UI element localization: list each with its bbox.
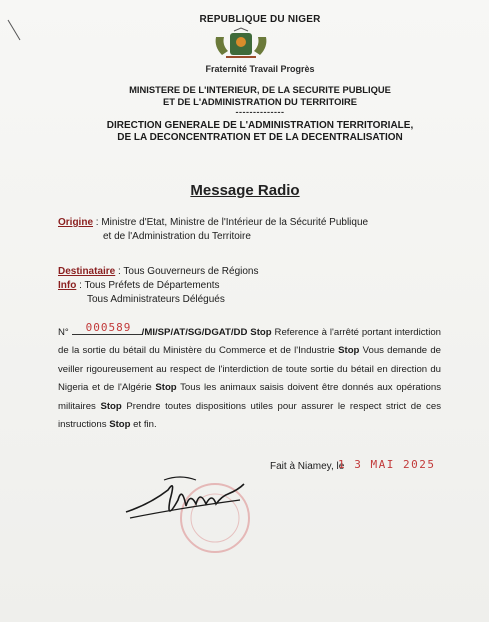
republic-heading: REPUBLIQUE DU NIGER [199, 14, 321, 25]
stop-word: Stop [250, 327, 272, 338]
stop-word: Stop [338, 345, 360, 357]
origine-label: Origine [58, 217, 94, 228]
number-line [72, 323, 142, 335]
corner-mark-icon [6, 18, 22, 42]
destinataire-block [58, 265, 438, 279]
reference-code: /MI/SP/AT/SG/DGAT/DD [141, 327, 248, 338]
date-stamp: 1 3 MAI 2025 [338, 458, 436, 471]
document-title: Message Radio [190, 182, 300, 199]
info-block [58, 279, 438, 293]
ministry-line-2: ET DE L'ADMINISTRATION DU TERRITOIRE [162, 96, 358, 107]
info-label: Info [58, 280, 77, 291]
origine-block [58, 216, 438, 244]
signature-icon [120, 470, 260, 530]
number-label: N° [58, 327, 69, 338]
ministry-heading [60, 84, 460, 116]
destinataire-label: Destinataire [58, 266, 116, 277]
coat-of-arms-icon [212, 27, 270, 61]
origine-line-2: et de l'Administration du Territoire [103, 231, 251, 242]
direction-line-1: DIRECTION GENERALE DE L'ADMINISTRATION TERRITORIALE, [106, 120, 414, 131]
place-label: Fait à Niamey, le [270, 461, 345, 472]
info-line-2: Tous Administrateurs Délégués [87, 294, 225, 305]
message-body [58, 323, 441, 434]
ministry-line-1: MINISTERE DE L'INTERIEUR, DE LA SECURITE PUBLIQUE [129, 84, 391, 95]
message-segment-5: et fin. [130, 419, 157, 431]
direction-line-2: DE LA DECONCENTRATION ET DE LA DECENTRALISATION [117, 132, 403, 143]
number-stamp: 000589 [85, 321, 132, 334]
info-line-1: : Tous Préfets de Départements [79, 280, 220, 291]
stop-word: Stop [155, 382, 177, 394]
direction-heading [60, 120, 460, 144]
message-segment-4: Prendre toutes dispositions utiles pour assurer le respect strict de ces instructions [58, 400, 441, 431]
message-segment-3: Tous les animaux saisis doivent être donnés aux opérations militaires [58, 382, 441, 412]
destinataire-value: : Tous Gouverneurs de Régions [118, 266, 259, 277]
separator: -------------- [235, 107, 285, 117]
national-motto: Fraternité Travail Progrès [205, 64, 315, 74]
origine-line-1: : Ministre d'Etat, Ministre de l'Intérieur de la Sécurité Publique [95, 217, 369, 228]
stop-word: Stop [109, 419, 131, 431]
message-segment-1: Reference à l'arrêté portant interdiction de la sortie du bétail du Ministère du Commerce et de l'Industrie [58, 327, 441, 357]
stop-word: Stop [100, 400, 122, 412]
message-segment-2: Vous demande de veiller rigoureusement au respect de l'interdiction de toute sortie du bétail en direction du Nigeria et de l'Algérie [58, 345, 442, 394]
